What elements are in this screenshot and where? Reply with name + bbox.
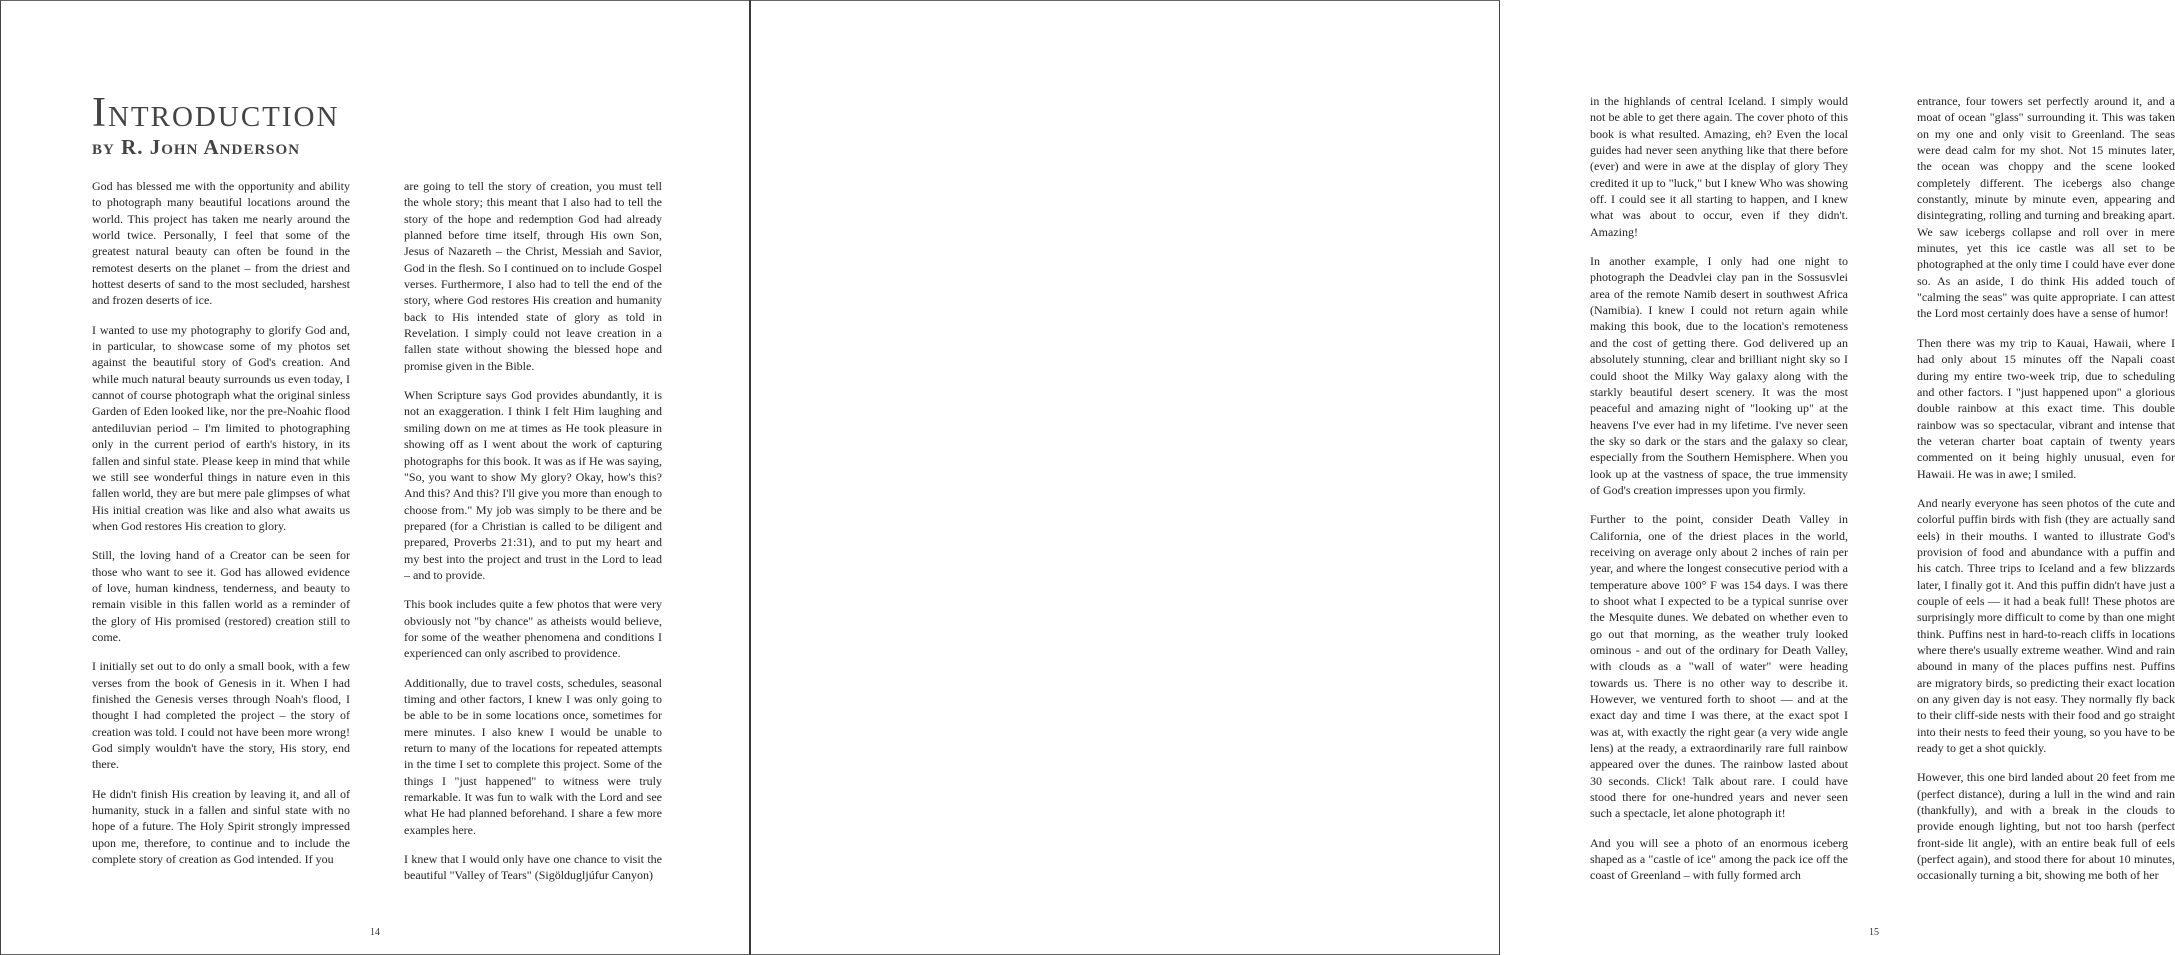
- paragraph: Then there was my trip to Kauai, Hawaii, where I had only about 15 minutes off the Napali coast during my entire two-week trip, due to scheduling and other factors. I "just happened upon" a glorious double rainbow at this exact time. This double rainbow was so spectacular, vibrant and intense that the veteran charter boat captain of twenty years commented on it being highly unusual, even for Hawaii. He was in awe; I smiled.: [1917, 335, 2175, 481]
- right-page-column-2: [1917, 93, 2175, 884]
- paragraph: Additionally, due to travel costs, schedules, seasonal timing and other factors, I knew I was only going to be able to be in some locations once, sometimes for mere minutes. I also knew I would be unable to return to many of the locations for repeated attempts in the time I set to complete this project. Some of the things I "just happened" to witness were truly remarkable. It was fun to walk with the Lord and see what He had planned beforehand. I share a few more examples here.: [404, 675, 662, 837]
- paragraph: In another example, I only had one night to photograph the Deadvlei clay pan in the Sossusvlei area of the remote Namib desert in southwest Africa (Namibia). I knew I could not return again while making this book, due to the location's remoteness and the cost of getting there. God delivered up an absolutely stunning, clear and brilliant night sky so I could shoot the Milky Way galaxy along with the starkly beautiful desert scenery. It was the most peaceful and amazing night of "looking up" at the heavens I've ever had in my lifetime. I've never seen the sky so dark or the stars and the galaxy so clear, especially from the Southern Hemisphere. When you look up at the vastness of space, the true immensity of God's creation impresses upon you firmly.: [1590, 254, 1848, 497]
- paragraph: are going to tell the story of creation, you must tell the whole story; this meant that I also had to tell the story of the hope and redemption God had already planned before time itself, through His own Son, Jesus of Nazareth – the Christ, Messiah and Savior, God in the flesh. So I continued on to include Gospel verses. Furthermore, I also had to tell the end of the story, where God restores His creation and humanity back to His intended state of glory as told in Revelation. I simply could not leave creation in a fallen state without showing the blessed hope and promise given in the Bible.: [404, 179, 662, 373]
- page-title: Introduction: [92, 90, 340, 136]
- paragraph: However, this one bird landed about 20 feet from me (perfect distance), during a lull in the wind and rain (thankfully), and with a break in the clouds to provide enough lighting, but not too harsh (perfect front-side lit angle), with an entire beak full of eels (perfect again), and stood there for about 10 minutes, occasionally turning a bit, showing me both of her: [1917, 770, 2175, 883]
- paragraph: I wanted to use my photography to glorify God and, in particular, to showcase some of my photos set against the beautiful story of God's creation. And while much natural beauty surrounds us even today, I cannot of course photograph what the original sinless Garden of Eden looked like, nor the pre-Noahic flood antediluvian period – I'm limited to photographing only in the current period of earth's history, in its fallen and sinful state. Please keep in mind that while we still see wonderful things in nature even in this fallen world, they are but mere pale glimpses of what His initial creation was like and also what awaits us when God restores His creation to glory.: [92, 322, 350, 533]
- left-page-column-2: [404, 178, 662, 884]
- paragraph: Still, the loving hand of a Creator can be seen for those who want to see it. God has allowed evidence of love, human kindness, tenderness, and beauty to remain visible in this fallen world as a reminder of the glory of His promised (restored) creation still to come.: [92, 548, 350, 644]
- left-page: [0, 0, 749, 955]
- author-byline: by R. John Anderson: [92, 135, 301, 159]
- paragraph: He didn't finish His creation by leaving it, and all of humanity, stuck in a fallen and sinful state with no hope of a future. The Holy Spirit strongly impressed upon me, therefore, to continue and to include the complete story of creation as God intended. If you: [92, 786, 350, 867]
- left-page-column-1: [92, 178, 350, 867]
- paragraph: Further to the point, consider Death Valley in California, one of the driest places in the world, receiving on average only about 2 inches of rain per year, and where the longest consecutive period with a temperature above 100° F was 154 days. I was there to shoot what I expected to be a typical sunrise over the Mesquite dunes. We debated on whether even to go out that morning, as the weather truly looked ominous - and out of the ordinary for Death Valley, with clouds as a "wall of water" were heading towards us. There is no other way to describe it. However, we ventured forth to shoot — and at the exact day and time I was there, at the exact spot I was at, with exactly the right gear (a very wide angle lens) at the ready, a extraordinarily rare full rainbow appeared over the dunes. The rainbow lasted about 30 seconds. Click! Talk about rare. I could have stood there for one-hundred years and never seen such a spectacle, let alone photograph it!: [1590, 512, 1848, 821]
- page-number: 14: [370, 927, 380, 938]
- paragraph: When Scripture says God provides abundantly, it is not an exaggeration. I think I felt Him laughing and smiling down on me at times as He took pleasure in showing off as I went about the work of capturing photographs for this book. It was as if He was saying, "So, you want to show My glory? Okay, how's this? And this? And this? I'll give you more than enough to choose from." My job was simply to be there and be prepared (for a Christian is called to be diligent and prepared, Proverbs 21:31), and to put my heart and my best into the project and trust in the Lord to lead – and to provide.: [404, 388, 662, 582]
- paragraph: I initially set out to do only a small book, with a few verses from the book of Genesis in it. When I had finished the Genesis verses through Noah's flood, I thought I had completed the project – the story of creation was told. I could not have been more wrong! God simply wouldn't have the story, His story, end there.: [92, 659, 350, 772]
- paragraph: entrance, four towers set perfectly around it, and a moat of ocean "glass" surrounding it. This was taken on my one and only visit to Greenland. The seas were dead calm for my shot. Not 15 minutes later, the ocean was choppy and the scene looked completely different. The icebergs also change constantly, minute by minute even, appearing and disintegrating, rolling and turning and breaking apart. We saw icebergs collapse and roll over in mere minutes, yet this ice castle was all set to be photographed at the only time I could have ever done so. As an aside, I do think His added touch of "calming the seas" was quite appropriate. I can attest the Lord most certainly does have a sense of humor!: [1917, 94, 2175, 321]
- paragraph: I knew that I would only have one chance to visit the beautiful "Valley of Tears" (Sigöldugljúfur Canyon): [404, 852, 662, 883]
- right-page: [751, 0, 2175, 955]
- right-page-column-1: [1590, 93, 1848, 884]
- paragraph: And you will see a photo of an enormous iceberg shaped as a "castle of ice" among the pack ice off the coast of Greenland – with fully formed arch: [1590, 835, 1848, 883]
- paragraph: This book includes quite a few photos that were very obviously not "by chance" as atheists would believe, for some of the weather phenomena and conditions I experienced can only ascribed to providence.: [404, 597, 662, 661]
- page-number: 15: [1869, 927, 1879, 938]
- paragraph: God has blessed me with the opportunity and ability to photograph many beautiful locations around the world. This project has taken me nearly around the world twice. Personally, I feel that some of the greatest natural beauty can often be found in the remotest deserts on the planet – from the driest and hottest deserts of sand to the most secluded, harshest and frozen deserts of ice.: [92, 179, 350, 308]
- paragraph: in the highlands of central Iceland. I simply would not be able to get there again. The cover photo of this book is what resulted. Amazing, eh? Even the local guides had never seen anything like that there before (ever) and were in awe at the display of glory They credited it up to "luck," but I knew Who was showing off. I could see it all starting to happen, and I knew what was about to occur, even if they didn't. Amazing!: [1590, 94, 1848, 239]
- paragraph: And nearly everyone has seen photos of the cute and colorful puffin birds with fish (they are actually sand eels) in their mouths. I wanted to illustrate God's provision of food and abundance with a puffin and his catch. Three trips to Iceland and a few blizzards later, I finally got it. And this puffin didn't have just a couple of eels — it had a beak full! These photos are surprisingly more difficult to come by than one might think. Puffins nest in hard-to-reach cliffs in locations where there's usually extreme weather. Wind and rain abound in many of the places puffins nest. Puffins are migratory birds, so predicting their exact location on any given day is not easy. They normally fly back to their cliff-side nests with their food and go straight into their nests to feed their young, so you have to be ready to get a shot quickly.: [1917, 495, 2175, 756]
